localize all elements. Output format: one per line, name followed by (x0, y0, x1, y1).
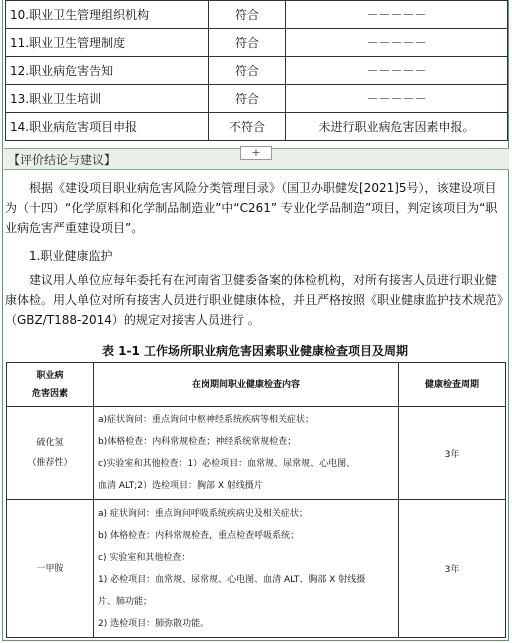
table-row (7, 500, 506, 638)
classification-paragraph: 根据《建设项目职业病危害风险分类管理目录》（国卫办职健发[2021]5号），该建设项目为（十四）“化学原料和化学制品制造业”中“C261” 专业化学品制造”项目，判定该项目为“职业病危害严重建设项目”。 (5, 181, 498, 235)
table-row (6, 29, 508, 57)
content-line: 血清 ALT;2）选检项目：胸部 X 射线摄片 (98, 481, 263, 491)
content-line: c)实验室和其他检查：1）必检项目：血常规、尿常规、心电图、 (98, 459, 356, 469)
header-content: 在岗期间职业健康检查内容 (94, 363, 399, 407)
result-cell: 符合 (209, 29, 286, 57)
item-cell: 14.职业病危害项目申报 (6, 113, 209, 141)
period-cell: 3年 (399, 500, 506, 638)
table-row (6, 1, 508, 29)
content-line: c) 实验室和其他检查： (98, 552, 191, 563)
content-line: b) 体格检查：内科常规检查，重点检查呼吸系统； (98, 530, 300, 541)
table-row (6, 57, 508, 85)
content-line: 片、肺功能； (98, 596, 153, 607)
health-check-table (6, 362, 506, 638)
table-row (6, 85, 508, 113)
item-cell: 11.职业卫生管理制度 (6, 29, 209, 57)
factor-note: （推荐性） (27, 458, 73, 468)
note-cell: －－－－－ (286, 1, 508, 29)
item-cell: 12.职业病危害告知 (6, 57, 209, 85)
header-factor-line1: 职业病 (36, 370, 64, 381)
content-line: b)体格检查：内科常规检查；神经系统常规检查； (98, 437, 297, 447)
add-section-button[interactable]: + (240, 146, 272, 160)
factor-name: 硫化氢 (36, 438, 64, 448)
content-line: 1) 必检项目：血常规、尿常规、心电图、血清 ALT、胸部 X 射线摄 (98, 574, 366, 585)
table-caption: 表 1-1 工作场所职业病危害因素职业健康检查项目及周期 (101, 344, 409, 358)
table-header-row (7, 363, 506, 407)
header-period: 健康检查周期 (399, 363, 506, 407)
subheading-health-monitoring: 1.职业健康监护 (29, 249, 113, 263)
period-cell: 3年 (399, 407, 506, 500)
content-line: a) 症状询问：重点询问呼吸系统疾病史及相关症状； (98, 508, 308, 519)
content-cell (94, 407, 399, 500)
factor-cell (7, 407, 94, 500)
header-factor-line2: 危害因素 (31, 388, 68, 399)
note-cell: 未进行职业病危害因素申报。 (286, 113, 508, 141)
result-cell: 符合 (209, 1, 286, 29)
table-row (6, 113, 508, 141)
result-cell: 符合 (209, 57, 286, 85)
note-cell: －－－－－ (286, 57, 508, 85)
result-cell: 不符合 (209, 113, 286, 141)
content-line: 2) 选检项目：肺弥散功能。 (98, 618, 210, 629)
content-cell (94, 500, 399, 638)
item-cell: 10.职业卫生管理组织机构 (6, 1, 209, 29)
section-heading: 【评价结论与建议】 (4, 148, 509, 170)
recommendation-paragraph: 建议用人单位应每年委托有在河南省卫健委备案的体检机构，对所有接害人员进行职业健康体检。用人单位对所有接害人员进行职业健康体检，并且严格按照《职业健康监护技术规范》（GBZ/T188-2014）的规定对接害人员进行 。 (5, 273, 504, 327)
evaluation-table (5, 0, 508, 141)
table-row (7, 407, 506, 500)
header-factor (7, 363, 94, 407)
note-cell: －－－－－ (286, 85, 508, 113)
factor-cell (7, 500, 94, 638)
factor-name: 一甲胺 (36, 563, 64, 574)
content-line: a)症状询问：重点询问中枢神经系统疾病等相关症状； (98, 415, 315, 425)
item-cell: 13.职业卫生培训 (6, 85, 209, 113)
result-cell: 符合 (209, 85, 286, 113)
note-cell: －－－－－ (286, 29, 508, 57)
